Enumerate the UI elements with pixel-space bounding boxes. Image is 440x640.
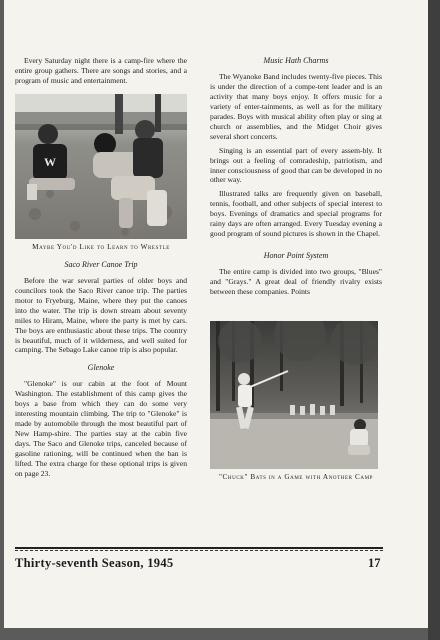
brochure-page [4,0,428,628]
right-column [210,56,382,482]
footer-rule-dashed [15,550,383,551]
binder-edge [428,0,440,640]
wrestling-caption-text: Maybe You'd Like to Learn to Wrestle [32,242,170,251]
baseball-caption-text: "Chuck" Bats in a Game with Another Camp [218,473,374,482]
glenoke-heading: Glenoke [87,363,115,373]
saco-heading: Saco River Canoe Trip [64,259,138,269]
glenoke-paragraph: "Glenoke" is our cabin at the foot of Mount Washington. The establishment of this camp gives the boys a base from which they can do some very interesting mountain climbing. The trip to "Glenoke" is made by automobile through the most beautiful part of New Hamp-shire. The parties stay at the cabin five days. The Saco and Glenoke trips, canceled because of gasoline rationing, will be continued when the ban is lifted. The extra charge for these optional trips is given on page 23. [15,379,187,478]
baseball-photo [210,321,378,469]
left-column [15,56,187,479]
honor-paragraph: The entire camp is divided into two groups, "Blues" and "Grays." A great deal of friendly rivalry exists between these companies. Points [210,267,382,297]
footer-rule [15,547,383,549]
baseball-photo-image [210,321,378,469]
music-paragraph: The Wyanoke Band includes twenty-five pieces. This is under the direction of a compe-tent leader and is an activity that many boys enjoy. It offers music for a variety of enter-tainments, as well as for the military parades. Boys with musical ability often play or sing at church or assemblies, and the Midget Choir gives several short concerts. [210,71,382,141]
talks-paragraph: Illustrated talks are frequently given on baseball, tennis, football, and other subjects of special interest to boys. Evenings of dramatics and special programs for rainy days are often arranged. Every Tuesday evening a good program of sound pictures is shown in the Chapel. [210,189,382,239]
season-title: Thirty-seventh Season, 1945 [15,556,174,570]
wrestling-photo-caption [15,243,187,252]
baseball-photo-caption [210,473,382,482]
wrestling-photo-image [15,94,187,239]
campfire-paragraph: Every Saturday night there is a camp-fire where the entire group gathers. There are songs and stories, and a program of music and entertainment. [15,56,187,85]
wrestling-photo [15,94,187,239]
music-heading: Music Hath Charms [263,56,329,65]
svg-text:W: W [44,154,56,169]
honor-heading: Honor Point System [263,251,329,261]
page-number: 17 [368,556,381,570]
singing-paragraph: Singing is an essential part of every assem-bly. It brings out a feeling of comradeship, patriotism, and inner consciousness of good that can be developed in no other way. [210,145,382,185]
saco-paragraph: Before the war several parties of older boys and councilors took the Saco River canoe trip. The parties motor to Fryeburg, Maine, where they put the canoes into the water. The trip is down stream about seventy miles to Hiram, Maine, where the party is met by cars. The boys are enthusiastic about these trips. The country is beautiful, much of it wilderness, and well suited for camping. The Sebago Lake canoe trip is also popular. [15,275,187,355]
